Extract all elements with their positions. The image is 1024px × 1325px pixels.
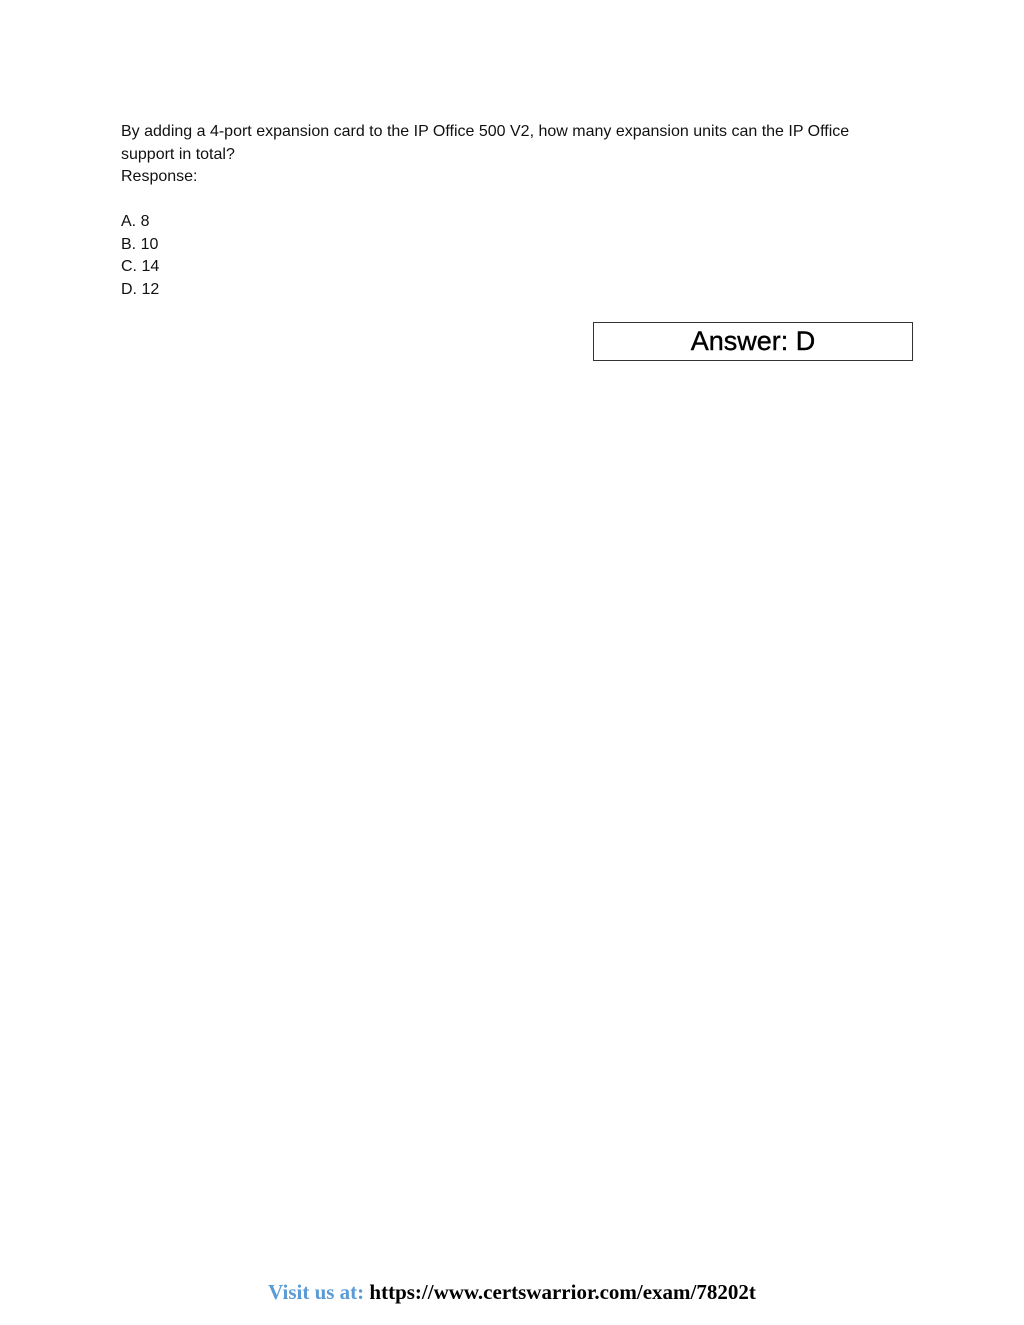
footer-visit-label: Visit us at: — [268, 1280, 365, 1304]
option-c: C. 14 — [121, 258, 160, 275]
spacer — [121, 189, 911, 212]
options-list — [121, 211, 911, 301]
footer — [0, 1280, 1024, 1305]
response-label: Response: — [121, 168, 198, 185]
option-d: D. 12 — [121, 280, 160, 298]
question-block — [121, 121, 911, 301]
option-b: B. 10 — [121, 235, 159, 253]
footer-url-link[interactable]: https://www.certswarrior.com/exam/78202t — [369, 1280, 756, 1304]
answer-box — [593, 322, 913, 361]
question-text-line-2: support in total? — [121, 145, 235, 163]
question-text-line-1: By adding a 4-port expansion card to the IP Office 500 V2, how many expansion units can the IP Office — [121, 123, 850, 140]
answer-label: Answer: D — [690, 326, 816, 356]
option-a: A. 8 — [121, 213, 150, 230]
